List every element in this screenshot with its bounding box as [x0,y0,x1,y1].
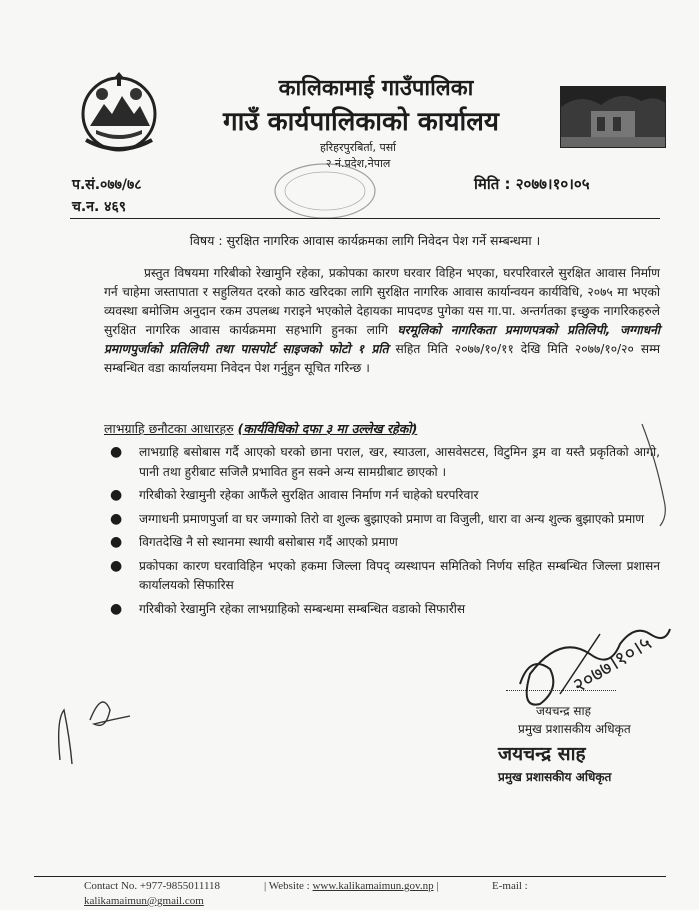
footer-contact: Contact No. +977-9855011118 [84,880,221,892]
criteria-note: (कार्यविधिको दफा ३ मा उल्लेख रहेको) [237,421,418,436]
margin-initials [50,680,150,770]
address-line-1: हरिहरपुरबिर्ता, पर्सा [319,141,397,154]
body-text-1: प्रस्तुत विषयमा गरिबीको रेखामुनि रहेका, प्रकोपका कारण घरवार विहिन भएका, घरपरिवारले सुरक्षित आवास निर्माण गर्न चाहेमा जस्तापाता र सहुलियत दरको काठ खरिदका लागि सुरक्षित नागरिक आवास कार्यान्वयन कार्यविधि, २०७५ मा भएको व्यवस्था बमोजिम अनुदान रकम उपलब्ध गराइने भएकोले देहायका मापदण्ड पुगेका यस गा.पा. अन्तर्गतका इच्छुक नागरिकहरुले सुरक्षित नागरिक आवास कार्यक्रममा सहभागि हुनका लागि [104,266,660,337]
office-name: गाउँ कार्यपालिकाको कार्यालय [223,107,499,137]
signatory-name: जयचन्द्र साह [536,704,591,718]
bullet-icon: ● [110,444,123,460]
seal-name: जयचन्द्र साह [498,743,586,765]
chalani-number: च.न. ४६९ [72,199,127,215]
criteria-item: ● लाभग्राहि बसोबास गर्दै आएको घरको छाना पराल, खर, स्याउला, आसवेसटस, विटुमिन ड्रम वा यस्तै प्रकृतिको आगो, पानी तथा हुरीबाट सजिलै प्रभावित हुन सक्ने अन्य सामग्रीबाट छाएको । [110,444,660,479]
signature-handwritten [500,614,690,724]
nepal-emblem-logo [76,70,162,154]
website-label: Website : [268,880,310,892]
bullet-icon: ● [110,534,123,550]
criteria-item: ● प्रकोपका कारण घरवाविहिन भएको हकमा जिल्ला विपद् व्यस्थापन समितिको निर्णय सहित सम्बन्धित जिल्ला प्रशासन कार्यालयको सिफारिस [110,557,660,592]
criteria-heading [104,420,417,437]
criteria-item: ● गरिबीको रेखामुनी रहेका आफैंले सुरक्षित आवास निर्माण गर्न चाहेको घरपरिवार [104,486,660,506]
footer-divider [34,876,666,877]
body-paragraph [104,264,660,378]
letter-subject: विषय : सुरक्षित नागरिक आवास कार्यक्रमका लागि निवेदन पेश गर्ने सम्बन्धमा । [189,233,541,248]
seal-designation: प्रमुख प्रशासकीय अधिकृत [498,770,612,784]
email-link[interactable]: kalikamaimun@gmail.com [84,895,204,907]
footer-website: | Website : www.kalikamaimun.gov.np | [264,880,439,892]
address-line-2: २ नं.प्रदेश,नेपाल [325,157,391,170]
letter-date: मिति : २०७७।१०।०५ [474,175,590,193]
body-text-2: सहित मिति २०७७/१०/११ देखि मिति २०७७/१०/२० सम्म सम्बन्धित वडा कार्यालयमा निवेदन पेश गर्नुहुन सूचित गरिन्छ । [104,342,661,375]
bullet-icon: ● [110,487,123,503]
criteria-item: ● विगतदेखि नै सो स्थानमा स्थायी बसोबास गर्दै आएको प्रमाण [104,533,660,553]
office-stamp [270,160,380,222]
criteria-item: ● गरिबीको रेखामुनि रहेका लाभग्राहिको सम्बन्धमा सम्बन्धित वडाको सिफारीस [104,600,660,620]
bullet-icon: ● [110,600,123,617]
criteria-list [104,443,660,623]
footer-email [84,895,204,907]
criteria-item: ● जग्गाधनी प्रमाणपुर्जा वा घर जग्गाको तिरो वा शुल्क बुझाएको प्रमाण वा विजुली, धारा वा अन्य शुल्क बुझाएको प्रमाण [104,510,660,530]
bullet-icon: ● [110,557,123,574]
signatory-designation: प्रमुख प्रशासकीय अधिकृत [518,722,631,736]
website-link[interactable]: www.kalikamaimun.gov.np [312,880,434,892]
signature-date: २०७७।१०।५ [568,630,656,698]
office-building-photo [560,86,666,148]
header-divider [70,218,660,219]
required-documents: घरमूलिको नागरिकता प्रमाणपत्रको प्रतिलिपी, जग्गाधनी प्रमाणपुर्जाको प्रतिलिपी तथा पासपोर्ट साइजको फोटो १ प्रति [104,323,660,356]
bullet-icon: ● [110,510,123,527]
signature-line [506,690,616,691]
municipality-name: कालिकामाई गाउँपालिका [278,76,474,101]
footer-email-label: E-mail : [492,880,528,892]
criteria-label: लाभग्राहि छनौटका आधारहरु [104,421,234,436]
patra-sankhya: प.सं.०७७/७८ [72,177,142,193]
margin-handwriting [634,420,674,530]
reference-block [72,174,142,218]
